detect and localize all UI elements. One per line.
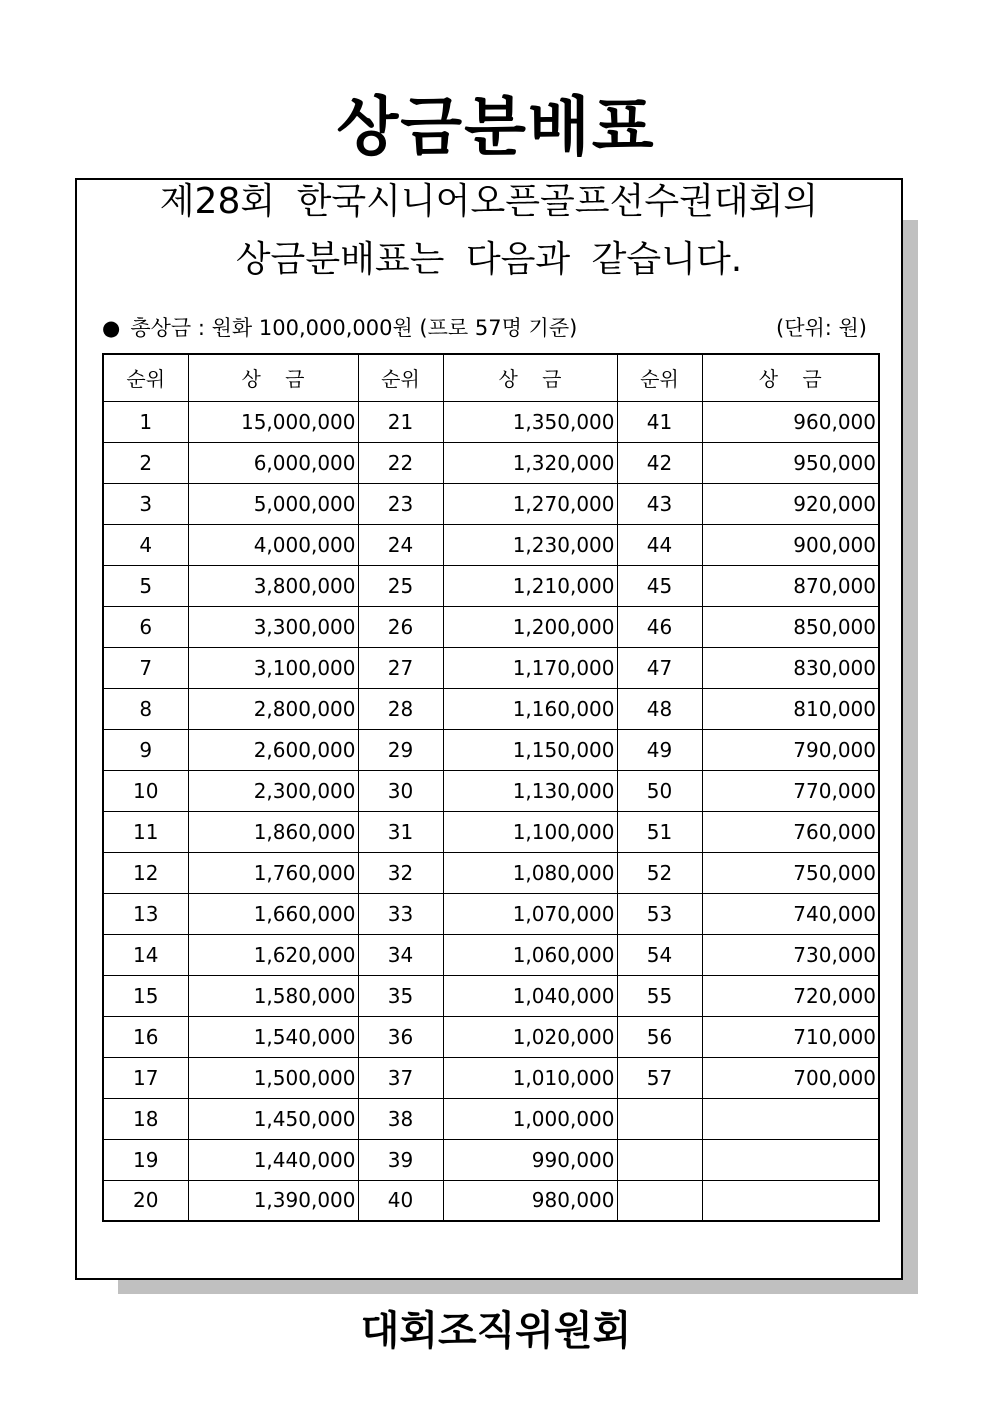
table-row: [103, 729, 879, 770]
prize-cell: 15,000,000: [188, 401, 358, 442]
rank-cell: 18: [103, 1098, 188, 1139]
table-row: [103, 688, 879, 729]
rank-cell: 22: [358, 442, 443, 483]
rank-cell: 46: [617, 606, 702, 647]
rank-cell: 45: [617, 565, 702, 606]
prize-cell: 870,000: [702, 565, 879, 606]
unit-note: (단위: 원): [776, 316, 867, 340]
rank-cell: 5: [103, 565, 188, 606]
rank-cell: 51: [617, 811, 702, 852]
prize-cell: [702, 1180, 879, 1221]
rank-cell: 29: [358, 729, 443, 770]
rank-cell: 25: [358, 565, 443, 606]
prize-cell: 1,660,000: [188, 893, 358, 934]
rank-cell: 44: [617, 524, 702, 565]
table-row: [103, 442, 879, 483]
rank-cell: 20: [103, 1180, 188, 1221]
prize-box: [75, 178, 903, 1280]
prize-table: [102, 353, 880, 1222]
prize-cell: 1,040,000: [443, 975, 617, 1016]
prize-cell: 990,000: [443, 1139, 617, 1180]
rank-header: 순위: [617, 354, 702, 401]
table-row: [103, 565, 879, 606]
prize-cell: 1,580,000: [188, 975, 358, 1016]
rank-cell: 1: [103, 401, 188, 442]
rank-cell: 10: [103, 770, 188, 811]
rank-cell: 33: [358, 893, 443, 934]
prize-cell: 1,320,000: [443, 442, 617, 483]
rank-cell: 35: [358, 975, 443, 1016]
rank-header: 순위: [103, 354, 188, 401]
prize-cell: 960,000: [702, 401, 879, 442]
prize-cell: 1,390,000: [188, 1180, 358, 1221]
rank-cell: 16: [103, 1016, 188, 1057]
table-header-row: [103, 354, 879, 401]
rank-cell: 37: [358, 1057, 443, 1098]
rank-cell: 3: [103, 483, 188, 524]
rank-cell: 52: [617, 852, 702, 893]
prize-header: 상 금: [702, 354, 879, 401]
prize-cell: 770,000: [702, 770, 879, 811]
prize-cell: 850,000: [702, 606, 879, 647]
rank-cell: 43: [617, 483, 702, 524]
prize-cell: 740,000: [702, 893, 879, 934]
prize-cell: 1,080,000: [443, 852, 617, 893]
rank-cell: 41: [617, 401, 702, 442]
prize-cell: 1,070,000: [443, 893, 617, 934]
prize-cell: 750,000: [702, 852, 879, 893]
prize-cell: 1,500,000: [188, 1057, 358, 1098]
prize-cell: 1,450,000: [188, 1098, 358, 1139]
rank-cell: 50: [617, 770, 702, 811]
table-row: [103, 770, 879, 811]
bullet-icon: ●: [102, 316, 121, 340]
prize-cell: 1,860,000: [188, 811, 358, 852]
rank-cell: 57: [617, 1057, 702, 1098]
prize-cell: 730,000: [702, 934, 879, 975]
prize-cell: 790,000: [702, 729, 879, 770]
prize-cell: [702, 1098, 879, 1139]
rank-cell: 24: [358, 524, 443, 565]
rank-cell: 54: [617, 934, 702, 975]
table-row: [103, 811, 879, 852]
rank-cell: 4: [103, 524, 188, 565]
rank-cell: 14: [103, 934, 188, 975]
prize-cell: 900,000: [702, 524, 879, 565]
organizer-name: 대회조직위원회: [360, 1308, 632, 1354]
rank-cell: 8: [103, 688, 188, 729]
table-row: [103, 401, 879, 442]
intro-line-1: 제28회 한국시니어오픈골프선수권대회의: [159, 181, 819, 222]
prize-cell: 1,020,000: [443, 1016, 617, 1057]
prize-cell: 1,350,000: [443, 401, 617, 442]
prize-cell: 6,000,000: [188, 442, 358, 483]
prize-cell: 1,540,000: [188, 1016, 358, 1057]
rank-cell: 9: [103, 729, 188, 770]
prize-cell: 920,000: [702, 483, 879, 524]
prize-cell: 1,760,000: [188, 852, 358, 893]
prize-cell: 1,160,000: [443, 688, 617, 729]
rank-cell: 40: [358, 1180, 443, 1221]
prize-cell: 1,170,000: [443, 647, 617, 688]
table-row: [103, 1098, 879, 1139]
table-body: [103, 401, 879, 1221]
rank-cell: 15: [103, 975, 188, 1016]
table-row: [103, 1139, 879, 1180]
prize-cell: 1,150,000: [443, 729, 617, 770]
rank-cell: 55: [617, 975, 702, 1016]
prize-cell: 2,600,000: [188, 729, 358, 770]
prize-cell: 980,000: [443, 1180, 617, 1221]
rank-cell: 38: [358, 1098, 443, 1139]
rank-cell: [617, 1180, 702, 1221]
prize-cell: 3,100,000: [188, 647, 358, 688]
prize-header: 상 금: [188, 354, 358, 401]
rank-cell: 7: [103, 647, 188, 688]
prize-cell: 700,000: [702, 1057, 879, 1098]
prize-summary: [102, 314, 867, 342]
rank-cell: 21: [358, 401, 443, 442]
rank-cell: 30: [358, 770, 443, 811]
prize-cell: 4,000,000: [188, 524, 358, 565]
prize-cell: 1,010,000: [443, 1057, 617, 1098]
prize-cell: 1,440,000: [188, 1139, 358, 1180]
rank-cell: 12: [103, 852, 188, 893]
table-row: [103, 852, 879, 893]
prize-cell: 710,000: [702, 1016, 879, 1057]
table-row: [103, 524, 879, 565]
table-row: [103, 483, 879, 524]
prize-header: 상 금: [443, 354, 617, 401]
table-row: [103, 1057, 879, 1098]
prize-cell: 1,270,000: [443, 483, 617, 524]
prize-cell: 5,000,000: [188, 483, 358, 524]
prize-cell: 1,200,000: [443, 606, 617, 647]
prize-cell: 3,800,000: [188, 565, 358, 606]
prize-cell: 1,620,000: [188, 934, 358, 975]
table-row: [103, 647, 879, 688]
total-prize-text: 총상금 : 원화 100,000,000원 (프로 57명 기준): [130, 316, 578, 340]
table-row: [103, 934, 879, 975]
rank-cell: 23: [358, 483, 443, 524]
prize-cell: 3,300,000: [188, 606, 358, 647]
prize-cell: 1,000,000: [443, 1098, 617, 1139]
rank-cell: 42: [617, 442, 702, 483]
rank-cell: 17: [103, 1057, 188, 1098]
table-row: [103, 975, 879, 1016]
table-row: [103, 893, 879, 934]
prize-cell: 1,130,000: [443, 770, 617, 811]
table-row: [103, 1016, 879, 1057]
rank-cell: [617, 1139, 702, 1180]
rank-cell: 36: [358, 1016, 443, 1057]
prize-cell: 760,000: [702, 811, 879, 852]
intro-line-2: 상금분배표는 다음과 같습니다.: [235, 239, 743, 280]
rank-cell: 2: [103, 442, 188, 483]
rank-cell: 6: [103, 606, 188, 647]
prize-cell: 810,000: [702, 688, 879, 729]
rank-cell: 28: [358, 688, 443, 729]
rank-cell: 19: [103, 1139, 188, 1180]
rank-cell: 11: [103, 811, 188, 852]
rank-cell: [617, 1098, 702, 1139]
rank-cell: 47: [617, 647, 702, 688]
rank-cell: 48: [617, 688, 702, 729]
prize-cell: 950,000: [702, 442, 879, 483]
prize-cell: 2,300,000: [188, 770, 358, 811]
rank-cell: 39: [358, 1139, 443, 1180]
rank-cell: 34: [358, 934, 443, 975]
prize-cell: 1,100,000: [443, 811, 617, 852]
rank-header: 순위: [358, 354, 443, 401]
rank-cell: 13: [103, 893, 188, 934]
table-row: [103, 606, 879, 647]
rank-cell: 31: [358, 811, 443, 852]
rank-cell: 26: [358, 606, 443, 647]
rank-cell: 32: [358, 852, 443, 893]
prize-cell: 830,000: [702, 647, 879, 688]
rank-cell: 53: [617, 893, 702, 934]
rank-cell: 56: [617, 1016, 702, 1057]
rank-cell: 49: [617, 729, 702, 770]
prize-cell: 720,000: [702, 975, 879, 1016]
prize-cell: 1,210,000: [443, 565, 617, 606]
prize-cell: [702, 1139, 879, 1180]
prize-cell: 1,060,000: [443, 934, 617, 975]
prize-cell: 1,230,000: [443, 524, 617, 565]
prize-cell: 2,800,000: [188, 688, 358, 729]
page-title: 상금분배표: [336, 91, 656, 165]
table-row: [103, 1180, 879, 1221]
rank-cell: 27: [358, 647, 443, 688]
